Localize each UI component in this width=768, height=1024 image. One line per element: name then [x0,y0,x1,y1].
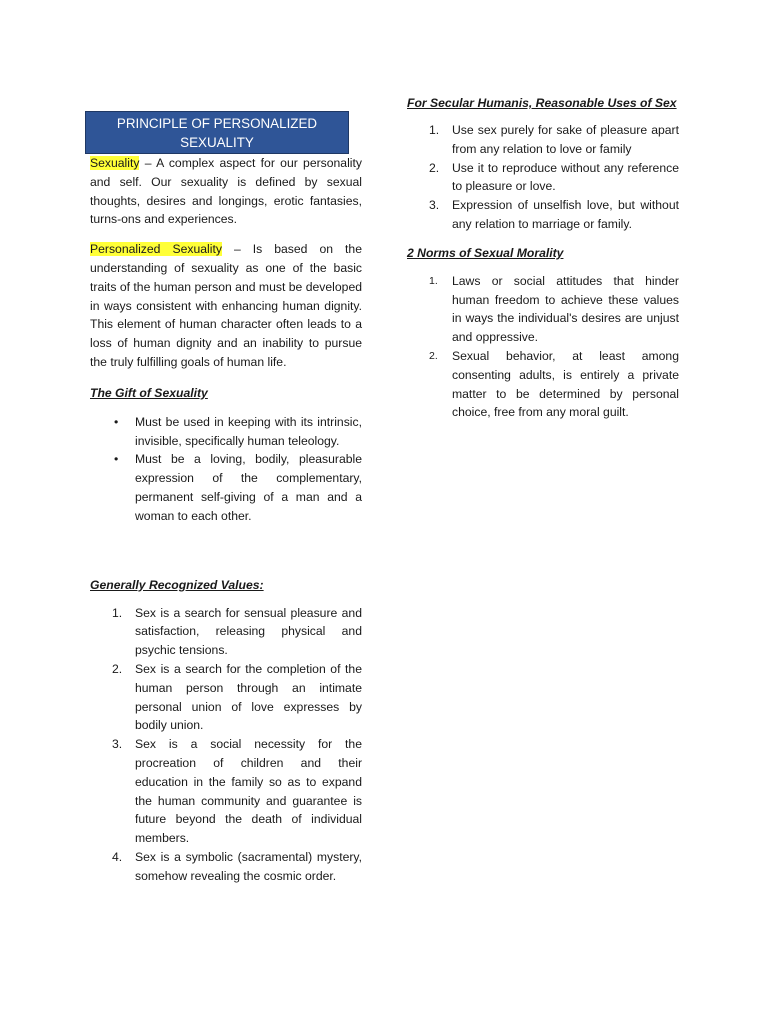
list-item-text: Use sex purely for sake of pleasure apart from any relation to love or family [452,123,679,156]
sexuality-definition [90,154,362,229]
list-item [407,347,679,422]
list-number: 4. [112,849,123,864]
list-item-text: Use it to reproduce without any reference to pleasure or love. [452,160,679,194]
list-item-text: Sex is a search for sensual pleasure and satisfaction, releasing physical and psychic tensions. [135,605,362,658]
list-item-text: Expression of unselfish love, but without any relation to marriage or family. [452,198,679,231]
left-column [90,111,362,886]
title-line-1: PRINCIPLE OF PERSONALIZED [116,116,318,131]
list-item [90,604,362,660]
list-item [407,272,679,347]
list-item-text: Sex is a search for the completion of the human person through an intimate personal union of love expresses by bodily union. [135,661,362,733]
title-line-2: SEXUALITY [180,135,254,150]
personalized-sexuality-definition [90,240,362,372]
gift-list [90,413,362,526]
list-item [90,735,362,848]
bullet-mark: • [114,414,119,429]
secular-humanis-heading: For Secular Humanis, Reasonable Uses of Sex [407,96,677,110]
list-item-text: Must be a loving, bodily, pleasurable expression of the complementary, permanent self-giving of a man and a woman to each other. [135,452,362,523]
bullet-mark: • [114,452,119,467]
list-number: 3. [429,198,440,213]
list-item-text: Sex is a symbolic (sacramental) mystery, somehow revealing the cosmic order. [135,849,362,883]
list-number: 1. [429,274,438,287]
sexuality-term: Sexuality [90,156,140,170]
title-box [85,111,349,154]
gift-of-sexuality-heading: The Gift of Sexuality [90,385,208,400]
list-number: 3. [112,737,123,752]
personalized-sexuality-term: Personalized Sexuality [90,242,222,257]
list-number: 1. [429,123,440,137]
list-item-text: Must be used in keeping with its intrinsic, invisible, specifically human teleology. [135,414,362,448]
list-item [90,660,362,735]
secular-uses-list [407,121,679,234]
sexuality-def-text: – A complex aspect for our personality and self. Our sexuality is defined by sexual thoughts, desires and longings, erotic fantasies, turns-ons and experiences. [90,156,362,227]
values-list [90,604,362,886]
list-number: 1. [112,605,123,620]
list-number: 2. [429,349,438,362]
generally-recognized-values-heading: Generally Recognized Values: [90,577,264,592]
list-item [90,450,362,525]
norms-of-sexual-morality-heading: 2 Norms of Sexual Morality [407,245,564,260]
list-item [90,413,362,451]
list-item-text: Sexual behavior, at least among consenting adults, is entirely a private matter to be determined by personal choice, free from any moral guilt. [452,348,679,420]
list-item-text: Laws or social attitudes that hinder human freedom to achieve these values in ways the individual's desires are unjust and oppressive. [452,273,679,345]
list-number: 2. [429,160,440,175]
norms-list [407,272,679,422]
list-item [407,159,679,197]
list-item [407,121,679,159]
list-item [90,848,362,886]
right-column [407,94,679,422]
list-number: 2. [112,661,123,676]
list-item [407,196,679,234]
list-item-text: Sex is a social necessity for the procreation of children and their education in the family so as to expand the human community and guarantee is future beyond the death of individual members. [135,737,362,846]
personalized-sexuality-def-text: – Is based on the understanding of sexuality as one of the basic traits of the human person and must be developed in ways consistent with enhancing human dignity. This element of human character often leads to a loss of human dignity and an inability to pursue the truly fulfilling goals of human life. [90,242,362,369]
